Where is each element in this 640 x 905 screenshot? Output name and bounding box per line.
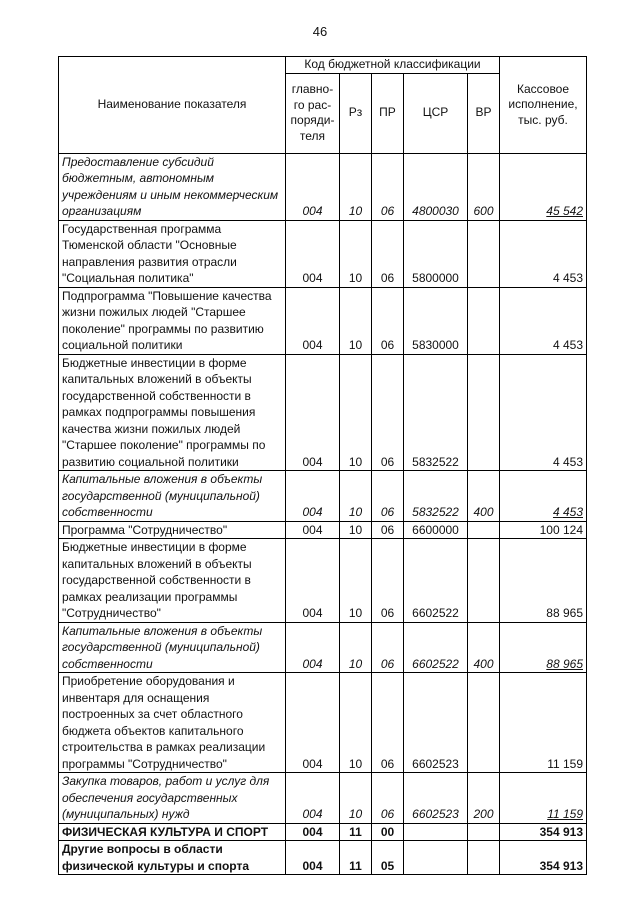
cell-name: Бюджетные инвестиции в форме капитальных вложений в объекты государственной собственности в рамках реализации программы "Сотрудничество" (59, 539, 286, 623)
cell-subsection: 00 (372, 823, 404, 841)
cell-subsection: 06 (372, 471, 404, 522)
cell-section: 10 (340, 354, 372, 471)
header-target-item: ЦСР (404, 73, 468, 153)
cell-subsection: 06 (372, 354, 404, 471)
cell-subsection: 06 (372, 773, 404, 824)
cell-chief-administrator: 004 (286, 539, 340, 623)
cell-name: ФИЗИЧЕСКАЯ КУЛЬТУРА И СПОРТ (59, 823, 286, 841)
cell-target-item: 5800000 (404, 220, 468, 287)
cell-section: 10 (340, 622, 372, 673)
table-row (59, 153, 587, 220)
budget-execution-table (58, 56, 587, 875)
cell-amount: 4 453 (500, 287, 587, 354)
header-section: Рз (340, 73, 372, 153)
cell-amount (500, 622, 587, 673)
amount-value: 11 159 (547, 807, 583, 821)
header-name: Наименование показателя (59, 57, 286, 154)
cell-section: 11 (340, 841, 372, 875)
table-row (59, 841, 587, 875)
table-row (59, 521, 587, 539)
cell-subsection: 06 (372, 622, 404, 673)
cell-amount: 354 913 (500, 841, 587, 875)
cell-chief-administrator: 004 (286, 220, 340, 287)
cell-target-item (404, 841, 468, 875)
cell-target-item (404, 823, 468, 841)
cell-target-item: 6600000 (404, 521, 468, 539)
table-row (59, 622, 587, 673)
cell-amount (500, 153, 587, 220)
cell-name: Бюджетные инвестиции в форме капитальных вложений в объекты государственной собственности в рамках подпрограммы повышения качества жизни пожилых людей "Старшее поколение" программы по развитию социальной политики (59, 354, 286, 471)
cell-subsection: 06 (372, 539, 404, 623)
cell-section: 10 (340, 773, 372, 824)
cell-chief-administrator: 004 (286, 773, 340, 824)
cell-target-item: 6602522 (404, 622, 468, 673)
cell-subsection: 06 (372, 521, 404, 539)
cell-amount: 354 913 (500, 823, 587, 841)
header-chief-administrator: главно-го рас-поряди-теля (286, 73, 340, 153)
amount-value: 88 965 (546, 656, 583, 671)
cell-chief-administrator: 004 (286, 153, 340, 220)
cell-section: 10 (340, 153, 372, 220)
cell-section: 10 (340, 673, 372, 773)
cell-chief-administrator: 004 (286, 354, 340, 471)
cell-expense-type: 600 (468, 153, 500, 220)
cell-name: Государственная программа Тюменской области "Основные направления развития отрасли "Социальная политика" (59, 220, 286, 287)
cell-expense-type (468, 841, 500, 875)
cell-name: Предоставление субсидий бюджетным, автономным учреждениям и иным некоммерческим организациям (59, 153, 286, 220)
amount-value: 45 542 (546, 204, 583, 218)
cell-section: 11 (340, 823, 372, 841)
cell-name: Программа "Сотрудничество" (59, 521, 286, 539)
cell-amount (500, 471, 587, 522)
cell-target-item: 5832522 (404, 354, 468, 471)
cell-chief-administrator: 004 (286, 673, 340, 773)
cell-subsection: 06 (372, 673, 404, 773)
cell-subsection: 06 (372, 220, 404, 287)
table-row (59, 220, 587, 287)
table-row (59, 471, 587, 522)
cell-amount: 4 453 (500, 220, 587, 287)
cell-section: 10 (340, 287, 372, 354)
cell-name: Другие вопросы в области физической культуры и спорта (59, 841, 286, 875)
cell-amount: 11 159 (500, 673, 587, 773)
header-subsection: ПР (372, 73, 404, 153)
cell-target-item: 4800030 (404, 153, 468, 220)
cell-chief-administrator: 004 (286, 622, 340, 673)
cell-section: 10 (340, 521, 372, 539)
cell-amount (500, 773, 587, 824)
cell-target-item: 5832522 (404, 471, 468, 522)
cell-expense-type (468, 521, 500, 539)
cell-amount: 100 124 (500, 521, 587, 539)
table-row (59, 354, 587, 471)
cell-subsection: 05 (372, 841, 404, 875)
cell-section: 10 (340, 220, 372, 287)
cell-target-item: 6602523 (404, 673, 468, 773)
cell-amount: 4 453 (500, 354, 587, 471)
cell-expense-type (468, 220, 500, 287)
header-classification-code: Код бюджетной классификации (286, 57, 500, 74)
cell-expense-type (468, 354, 500, 471)
cell-expense-type (468, 823, 500, 841)
cell-expense-type: 200 (468, 773, 500, 824)
cell-name: Закупка товаров, работ и услуг для обеспечения государственных (муниципальных) нужд (59, 773, 286, 824)
cell-expense-type: 400 (468, 471, 500, 522)
cell-target-item: 5830000 (404, 287, 468, 354)
cell-name: Приобретение оборудования и инвентаря для оснащения построенных за счет областного бюджета объектов капитального строительства в рамках реализации программы "Сотрудничество" (59, 673, 286, 773)
cell-expense-type (468, 673, 500, 773)
table-row (59, 773, 587, 824)
amount-value: 4 453 (552, 505, 583, 519)
cell-chief-administrator: 004 (286, 841, 340, 875)
cell-name: Капитальные вложения в объекты государственной (муниципальной) собственности (59, 471, 286, 522)
cell-expense-type (468, 539, 500, 623)
cell-expense-type: 400 (468, 622, 500, 673)
header-expense-type: ВР (468, 73, 500, 153)
table-row (59, 673, 587, 773)
page-number: 46 (312, 24, 328, 39)
cell-target-item: 6602523 (404, 773, 468, 824)
cell-subsection: 06 (372, 153, 404, 220)
table-row (59, 823, 587, 841)
cell-target-item: 6602522 (404, 539, 468, 623)
cell-name: Подпрограмма "Повышение качества жизни пожилых людей "Старшее поколение" программы по развитию социальной политики (59, 287, 286, 354)
header-amount: Кассовое исполнение, тыс. руб. (500, 57, 587, 154)
table-row (59, 539, 587, 623)
cell-chief-administrator: 004 (286, 521, 340, 539)
cell-expense-type (468, 287, 500, 354)
cell-chief-administrator: 004 (286, 287, 340, 354)
cell-name: Капитальные вложения в объекты государственной (муниципальной) собственности (59, 622, 286, 673)
cell-chief-administrator: 004 (286, 471, 340, 522)
cell-section: 10 (340, 539, 372, 623)
cell-section: 10 (340, 471, 372, 522)
cell-subsection: 06 (372, 287, 404, 354)
table-row (59, 287, 587, 354)
cell-chief-administrator: 004 (286, 823, 340, 841)
cell-amount: 88 965 (500, 539, 587, 623)
